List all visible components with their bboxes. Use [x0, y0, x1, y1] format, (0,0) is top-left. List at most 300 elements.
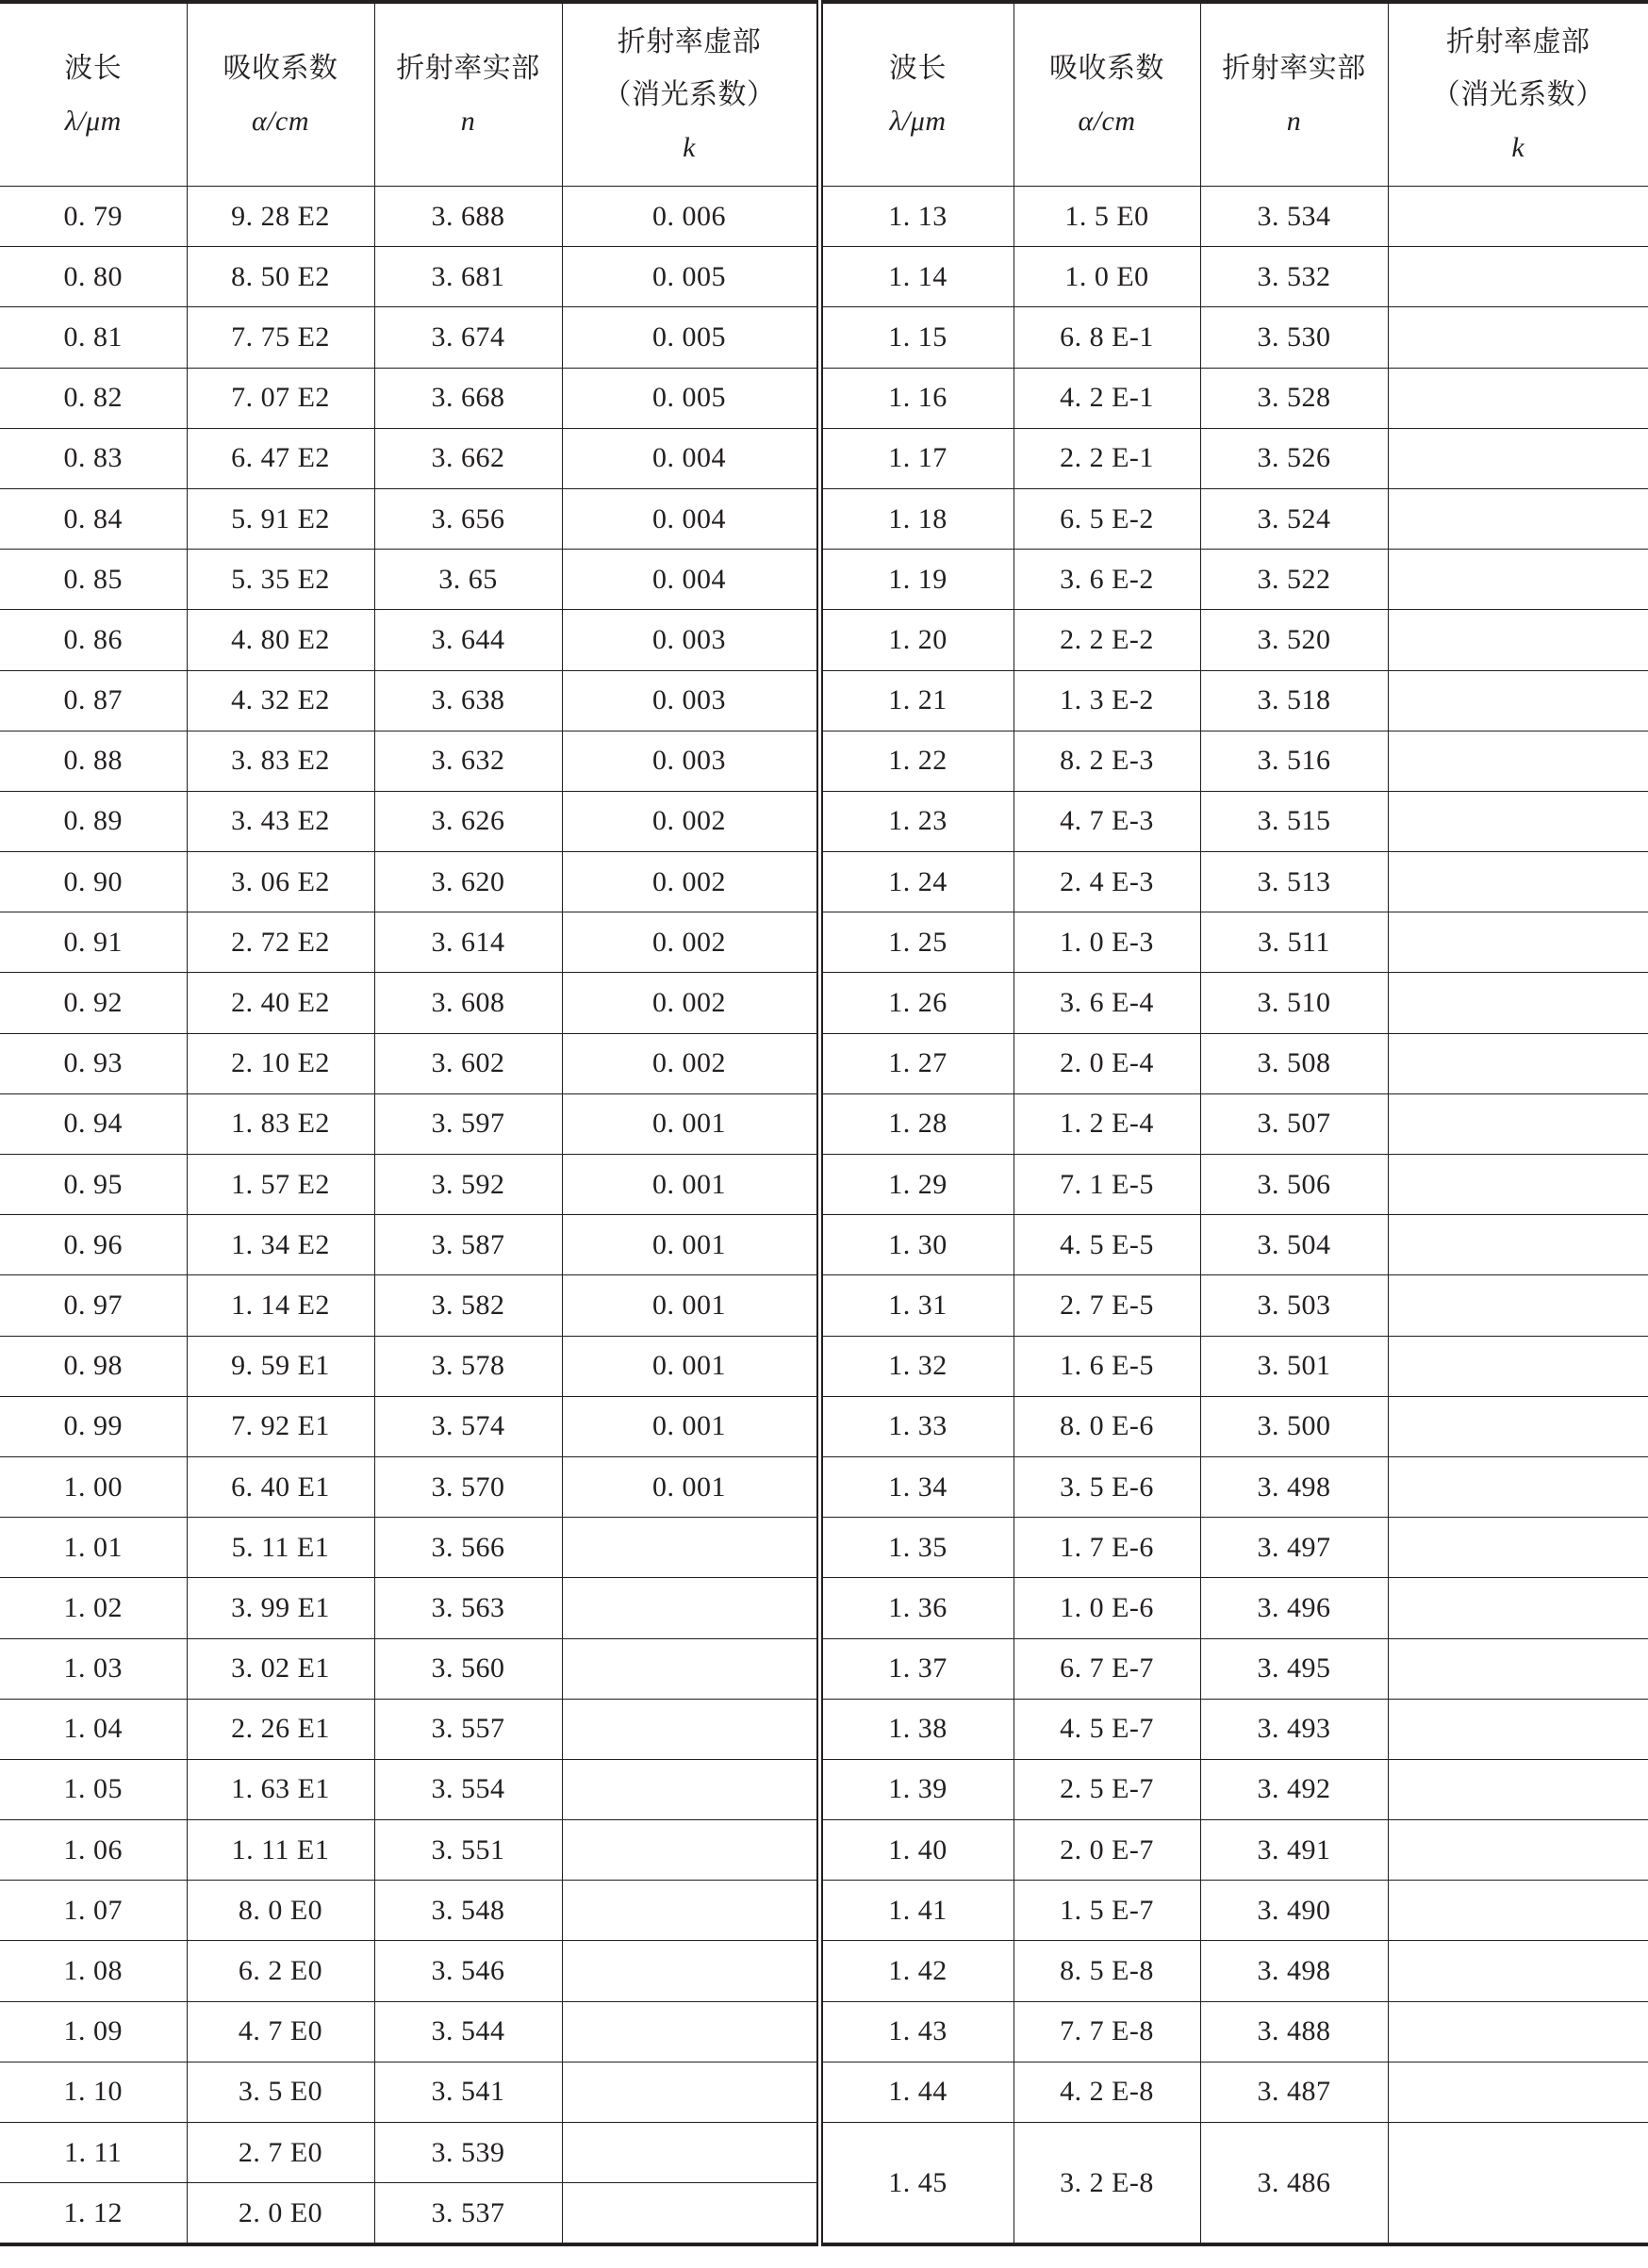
cell-left-c3: 0. 006	[562, 187, 819, 247]
cell-right-c3	[1388, 1093, 1648, 1154]
cell-left-c1: 2. 40 E2	[187, 973, 374, 1033]
table-row	[0, 428, 1648, 488]
cell-left-c2: 3. 551	[374, 1820, 562, 1881]
cell-right-c2: 3. 515	[1200, 791, 1388, 851]
header-right-wavelength	[819, 2, 1014, 187]
cell-right-c0: 1. 28	[819, 1093, 1014, 1154]
cell-left-c1: 7. 07 E2	[187, 368, 374, 428]
cell-right-c0: 1. 24	[819, 852, 1014, 912]
cell-left-c0: 0. 91	[0, 912, 187, 973]
cell-left-c0: 0. 86	[0, 610, 187, 670]
table-row	[0, 187, 1648, 247]
cell-right-c0: 1. 27	[819, 1033, 1014, 1093]
header-left-absorption-coefficient	[187, 2, 374, 187]
cell-left-c0: 1. 03	[0, 1638, 187, 1699]
cell-right-c3	[1388, 731, 1648, 791]
cell-left-c2: 3. 602	[374, 1033, 562, 1093]
table-row	[0, 247, 1648, 307]
header-label: 折射率实部	[1222, 52, 1366, 84]
cell-right-c3	[1388, 1155, 1648, 1215]
cell-right-c1: 7. 7 E-8	[1014, 2001, 1200, 2062]
cell-left-c0: 1. 04	[0, 1699, 187, 1759]
cell-right-c0: 1. 19	[819, 550, 1014, 610]
cell-left-c2: 3. 563	[374, 1578, 562, 1638]
cell-left-c2: 3. 632	[374, 731, 562, 791]
cell-left-c1: 6. 2 E0	[187, 1941, 374, 2001]
header-sub: k	[683, 131, 696, 163]
cell-right-c3	[1388, 1033, 1648, 1093]
cell-right-c0: 1. 20	[819, 610, 1014, 670]
table-row	[0, 2123, 1648, 2183]
table-row	[0, 368, 1648, 428]
cell-left-c1: 3. 43 E2	[187, 791, 374, 851]
header-unit: n	[1286, 105, 1302, 137]
cell-right-c3	[1388, 1638, 1648, 1699]
cell-left-c1: 3. 83 E2	[187, 731, 374, 791]
cell-right-c0: 1. 45	[819, 2123, 1014, 2245]
cell-right-c3	[1388, 550, 1648, 610]
cell-left-c2: 3. 674	[374, 307, 562, 368]
cell-left-c3	[562, 2062, 819, 2122]
cell-left-c2: 3. 582	[374, 1275, 562, 1336]
cell-left-c0: 0. 92	[0, 973, 187, 1033]
cell-right-c1: 6. 5 E-2	[1014, 488, 1200, 549]
cell-right-c0: 1. 23	[819, 791, 1014, 851]
cell-left-c2: 3. 662	[374, 428, 562, 488]
cell-right-c0: 1. 31	[819, 1275, 1014, 1336]
table-row	[0, 1518, 1648, 1578]
cell-left-c2: 3. 65	[374, 550, 562, 610]
cell-left-c1: 5. 91 E2	[187, 488, 374, 549]
cell-right-c3	[1388, 307, 1648, 368]
cell-right-c2: 3. 524	[1200, 488, 1388, 549]
cell-right-c2: 3. 498	[1200, 1456, 1388, 1517]
cell-left-c2: 3. 574	[374, 1396, 562, 1456]
cell-left-c1: 9. 59 E1	[187, 1336, 374, 1396]
cell-left-c0: 0. 84	[0, 488, 187, 549]
header-right-refractive-index-imag	[1388, 2, 1648, 187]
cell-left-c1: 2. 7 E0	[187, 2123, 374, 2183]
cell-right-c0: 1. 22	[819, 731, 1014, 791]
table-row	[0, 1275, 1648, 1336]
cell-left-c1: 4. 32 E2	[187, 670, 374, 731]
header-sub: k	[1511, 131, 1525, 163]
cell-right-c3	[1388, 610, 1648, 670]
cell-left-c3	[562, 1759, 819, 1819]
cell-right-c3	[1388, 912, 1648, 973]
cell-right-c2: 3. 495	[1200, 1638, 1388, 1699]
table-row	[0, 731, 1648, 791]
cell-left-c3: 0. 001	[562, 1155, 819, 1215]
cell-right-c3	[1388, 1518, 1648, 1578]
cell-right-c0: 1. 33	[819, 1396, 1014, 1456]
cell-left-c0: 1. 08	[0, 1941, 187, 2001]
cell-left-c3	[562, 2123, 819, 2183]
cell-right-c1: 1. 6 E-5	[1014, 1336, 1200, 1396]
cell-left-c1: 2. 72 E2	[187, 912, 374, 973]
cell-right-c2: 3. 504	[1200, 1215, 1388, 1275]
cell-right-c0: 1. 42	[819, 1941, 1014, 2001]
cell-right-c0: 1. 18	[819, 488, 1014, 549]
cell-right-c3	[1388, 2123, 1648, 2245]
table-row	[0, 610, 1648, 670]
cell-left-c3: 0. 001	[562, 1093, 819, 1154]
cell-left-c2: 3. 688	[374, 187, 562, 247]
cell-left-c0: 1. 06	[0, 1820, 187, 1881]
cell-right-c1: 3. 6 E-2	[1014, 550, 1200, 610]
cell-right-c2: 3. 500	[1200, 1396, 1388, 1456]
cell-right-c1: 2. 2 E-2	[1014, 610, 1200, 670]
cell-right-c2: 3. 492	[1200, 1759, 1388, 1819]
cell-left-c2: 3. 656	[374, 488, 562, 549]
cell-left-c0: 0. 87	[0, 670, 187, 731]
cell-left-c1: 1. 34 E2	[187, 1215, 374, 1275]
table-body	[0, 187, 1648, 2245]
cell-right-c1: 3. 6 E-4	[1014, 973, 1200, 1033]
cell-right-c1: 4. 7 E-3	[1014, 791, 1200, 851]
cell-right-c3	[1388, 791, 1648, 851]
table-row	[0, 1578, 1648, 1638]
header-label: 折射率虚部	[617, 25, 762, 58]
cell-right-c0: 1. 37	[819, 1638, 1014, 1699]
cell-right-c2: 3. 486	[1200, 2123, 1388, 2245]
cell-left-c2: 3. 681	[374, 247, 562, 307]
cell-left-c3	[562, 2183, 819, 2245]
cell-left-c3: 0. 001	[562, 1456, 819, 1517]
table-row	[0, 2001, 1648, 2062]
cell-left-c1: 8. 50 E2	[187, 247, 374, 307]
cell-right-c1: 4. 5 E-7	[1014, 1699, 1200, 1759]
cell-left-c3	[562, 1578, 819, 1638]
table-row	[0, 488, 1648, 549]
cell-right-c1: 1. 5 E0	[1014, 187, 1200, 247]
cell-left-c2: 3. 587	[374, 1215, 562, 1275]
cell-right-c1: 2. 2 E-1	[1014, 428, 1200, 488]
cell-left-c1: 3. 06 E2	[187, 852, 374, 912]
cell-right-c3	[1388, 1396, 1648, 1456]
cell-right-c2: 3. 503	[1200, 1275, 1388, 1336]
table-row	[0, 1456, 1648, 1517]
cell-right-c2: 3. 501	[1200, 1336, 1388, 1396]
cell-left-c2: 3. 537	[374, 2183, 562, 2245]
table-row	[0, 1155, 1648, 1215]
cell-right-c3	[1388, 670, 1648, 731]
header-unit: λ/μm	[64, 105, 122, 137]
cell-right-c0: 1. 39	[819, 1759, 1014, 1819]
cell-right-c1: 1. 0 E-3	[1014, 912, 1200, 973]
cell-left-c3	[562, 2001, 819, 2062]
cell-right-c0: 1. 40	[819, 1820, 1014, 1881]
cell-right-c0: 1. 14	[819, 247, 1014, 307]
cell-left-c2: 3. 638	[374, 670, 562, 731]
cell-left-c3: 0. 001	[562, 1336, 819, 1396]
cell-left-c0: 0. 83	[0, 428, 187, 488]
cell-right-c0: 1. 26	[819, 973, 1014, 1033]
cell-right-c2: 3. 516	[1200, 731, 1388, 791]
cell-right-c1: 4. 5 E-5	[1014, 1215, 1200, 1275]
cell-left-c0: 0. 95	[0, 1155, 187, 1215]
cell-left-c0: 0. 89	[0, 791, 187, 851]
table-row	[0, 1881, 1648, 1941]
cell-left-c2: 3. 644	[374, 610, 562, 670]
header-label: 折射率虚部	[1446, 25, 1590, 58]
cell-right-c0: 1. 35	[819, 1518, 1014, 1578]
cell-left-c2: 3. 557	[374, 1699, 562, 1759]
cell-left-c0: 0. 93	[0, 1033, 187, 1093]
cell-right-c2: 3. 508	[1200, 1033, 1388, 1093]
cell-left-c0: 1. 00	[0, 1456, 187, 1517]
cell-right-c1: 2. 7 E-5	[1014, 1275, 1200, 1336]
table-row	[0, 1215, 1648, 1275]
cell-left-c0: 0. 96	[0, 1215, 187, 1275]
cell-left-c3: 0. 004	[562, 550, 819, 610]
cell-left-c3: 0. 001	[562, 1215, 819, 1275]
cell-right-c3	[1388, 247, 1648, 307]
cell-left-c1: 4. 7 E0	[187, 2001, 374, 2062]
cell-left-c2: 3. 554	[374, 1759, 562, 1819]
table-row	[0, 852, 1648, 912]
cell-left-c1: 2. 10 E2	[187, 1033, 374, 1093]
cell-right-c3	[1388, 1941, 1648, 2001]
cell-right-c1: 8. 2 E-3	[1014, 731, 1200, 791]
cell-left-c2: 3. 548	[374, 1881, 562, 1941]
cell-left-c3: 0. 001	[562, 1396, 819, 1456]
cell-left-c3: 0. 003	[562, 670, 819, 731]
header-label: 波长	[889, 52, 947, 84]
cell-right-c0: 1. 16	[819, 368, 1014, 428]
cell-left-c1: 1. 57 E2	[187, 1155, 374, 1215]
cell-right-c0: 1. 44	[819, 2062, 1014, 2122]
cell-right-c0: 1. 21	[819, 670, 1014, 731]
cell-left-c1: 6. 40 E1	[187, 1456, 374, 1517]
cell-left-c3: 0. 003	[562, 731, 819, 791]
header-right-absorption-coefficient	[1014, 2, 1200, 187]
cell-left-c3: 0. 003	[562, 610, 819, 670]
cell-left-c0: 0. 98	[0, 1336, 187, 1396]
cell-right-c0: 1. 25	[819, 912, 1014, 973]
cell-left-c3: 0. 002	[562, 791, 819, 851]
cell-left-c0: 1. 01	[0, 1518, 187, 1578]
cell-left-c0: 0. 79	[0, 187, 187, 247]
cell-right-c3	[1388, 428, 1648, 488]
cell-left-c2: 3. 668	[374, 368, 562, 428]
cell-right-c0: 1. 38	[819, 1699, 1014, 1759]
cell-left-c0: 0. 90	[0, 852, 187, 912]
cell-left-c2: 3. 566	[374, 1518, 562, 1578]
cell-right-c3	[1388, 1699, 1648, 1759]
cell-left-c1: 4. 80 E2	[187, 610, 374, 670]
cell-left-c3	[562, 1699, 819, 1759]
table-row	[0, 550, 1648, 610]
cell-right-c2: 3. 487	[1200, 2062, 1388, 2122]
cell-right-c3	[1388, 852, 1648, 912]
header-unit: α/cm	[1078, 105, 1136, 137]
cell-left-c1: 1. 83 E2	[187, 1093, 374, 1154]
cell-left-c2: 3. 539	[374, 2123, 562, 2183]
table-row	[0, 670, 1648, 731]
cell-left-c0: 0. 85	[0, 550, 187, 610]
table-row	[0, 2062, 1648, 2122]
cell-right-c3	[1388, 1336, 1648, 1396]
cell-left-c1: 2. 0 E0	[187, 2183, 374, 2245]
cell-right-c2: 3. 532	[1200, 247, 1388, 307]
cell-right-c0: 1. 32	[819, 1336, 1014, 1396]
header-label: 吸收系数	[1049, 52, 1164, 84]
cell-left-c1: 1. 14 E2	[187, 1275, 374, 1336]
cell-left-c1: 3. 99 E1	[187, 1578, 374, 1638]
cell-right-c2: 3. 522	[1200, 550, 1388, 610]
cell-left-c2: 3. 570	[374, 1456, 562, 1517]
cell-right-c2: 3. 507	[1200, 1093, 1388, 1154]
cell-left-c0: 1. 02	[0, 1578, 187, 1638]
cell-left-c0: 0. 82	[0, 368, 187, 428]
cell-right-c1: 6. 7 E-7	[1014, 1638, 1200, 1699]
header-left-refractive-index-imag	[562, 2, 819, 187]
cell-right-c1: 7. 1 E-5	[1014, 1155, 1200, 1215]
cell-left-c3: 0. 002	[562, 912, 819, 973]
cell-right-c3	[1388, 1881, 1648, 1941]
cell-right-c1: 6. 8 E-1	[1014, 307, 1200, 368]
cell-right-c1: 2. 5 E-7	[1014, 1759, 1200, 1819]
cell-right-c0: 1. 43	[819, 2001, 1014, 2062]
cell-right-c3	[1388, 973, 1648, 1033]
cell-left-c3: 0. 002	[562, 973, 819, 1033]
cell-left-c1: 2. 26 E1	[187, 1699, 374, 1759]
cell-right-c2: 3. 506	[1200, 1155, 1388, 1215]
header-left-refractive-index-real	[374, 2, 562, 187]
cell-right-c0: 1. 36	[819, 1578, 1014, 1638]
table-row	[0, 1820, 1648, 1881]
cell-left-c1: 5. 35 E2	[187, 550, 374, 610]
cell-right-c1: 1. 7 E-6	[1014, 1518, 1200, 1578]
cell-right-c2: 3. 511	[1200, 912, 1388, 973]
cell-left-c0: 0. 97	[0, 1275, 187, 1336]
cell-left-c0: 1. 12	[0, 2183, 187, 2245]
cell-right-c1: 3. 2 E-8	[1014, 2123, 1200, 2245]
cell-left-c2: 3. 541	[374, 2062, 562, 2122]
cell-right-c3	[1388, 1456, 1648, 1517]
cell-right-c2: 3. 497	[1200, 1518, 1388, 1578]
cell-left-c1: 3. 02 E1	[187, 1638, 374, 1699]
cell-right-c2: 3. 490	[1200, 1881, 1388, 1941]
cell-right-c3	[1388, 1759, 1648, 1819]
cell-right-c3	[1388, 187, 1648, 247]
cell-right-c0: 1. 29	[819, 1155, 1014, 1215]
cell-right-c1: 1. 3 E-2	[1014, 670, 1200, 731]
header-unit: n	[460, 105, 476, 137]
table-row	[0, 791, 1648, 851]
cell-right-c0: 1. 34	[819, 1456, 1014, 1517]
cell-right-c1: 1. 2 E-4	[1014, 1093, 1200, 1154]
cell-left-c3: 0. 004	[562, 428, 819, 488]
table-row	[0, 307, 1648, 368]
header-right-refractive-index-real	[1200, 2, 1388, 187]
cell-right-c1: 8. 5 E-8	[1014, 1941, 1200, 2001]
cell-right-c1: 2. 4 E-3	[1014, 852, 1200, 912]
cell-left-c3: 0. 002	[562, 1033, 819, 1093]
cell-right-c1: 1. 5 E-7	[1014, 1881, 1200, 1941]
cell-right-c2: 3. 498	[1200, 1941, 1388, 2001]
cell-left-c0: 0. 99	[0, 1396, 187, 1456]
header-left-wavelength	[0, 2, 187, 187]
cell-left-c3: 0. 005	[562, 368, 819, 428]
table-row	[0, 1699, 1648, 1759]
cell-left-c2: 3. 560	[374, 1638, 562, 1699]
header-unit: （消光系数）	[602, 78, 776, 110]
cell-left-c1: 9. 28 E2	[187, 187, 374, 247]
cell-left-c0: 1. 07	[0, 1881, 187, 1941]
table-row	[0, 1033, 1648, 1093]
cell-left-c1: 5. 11 E1	[187, 1518, 374, 1578]
cell-left-c1: 8. 0 E0	[187, 1881, 374, 1941]
cell-left-c0: 1. 11	[0, 2123, 187, 2183]
cell-right-c0: 1. 15	[819, 307, 1014, 368]
cell-left-c3	[562, 1518, 819, 1578]
cell-right-c2: 3. 526	[1200, 428, 1388, 488]
cell-left-c2: 3. 620	[374, 852, 562, 912]
table-row	[0, 1336, 1648, 1396]
cell-left-c2: 3. 544	[374, 2001, 562, 2062]
cell-left-c3	[562, 1941, 819, 2001]
cell-right-c3	[1388, 1578, 1648, 1638]
cell-left-c0: 0. 80	[0, 247, 187, 307]
header-label: 折射率实部	[396, 52, 540, 84]
cell-left-c2: 3. 546	[374, 1941, 562, 2001]
cell-right-c2: 3. 496	[1200, 1578, 1388, 1638]
cell-left-c3	[562, 1638, 819, 1699]
table-row	[0, 912, 1648, 973]
cell-right-c2: 3. 513	[1200, 852, 1388, 912]
cell-right-c3	[1388, 368, 1648, 428]
cell-left-c1: 7. 75 E2	[187, 307, 374, 368]
table-row	[0, 1759, 1648, 1819]
cell-right-c3	[1388, 2001, 1648, 2062]
table-row	[0, 1093, 1648, 1154]
cell-right-c0: 1. 30	[819, 1215, 1014, 1275]
cell-left-c0: 0. 81	[0, 307, 187, 368]
cell-left-c1: 6. 47 E2	[187, 428, 374, 488]
cell-left-c1: 1. 63 E1	[187, 1759, 374, 1819]
cell-left-c3	[562, 1820, 819, 1881]
cell-left-c3: 0. 004	[562, 488, 819, 549]
cell-left-c3: 0. 005	[562, 307, 819, 368]
cell-left-c0: 1. 05	[0, 1759, 187, 1819]
header-label: 波长	[64, 52, 123, 84]
header-unit: （消光系数）	[1431, 78, 1605, 110]
cell-right-c2: 3. 491	[1200, 1820, 1388, 1881]
header-unit: α/cm	[251, 105, 310, 137]
cell-left-c1: 7. 92 E1	[187, 1396, 374, 1456]
cell-left-c3: 0. 005	[562, 247, 819, 307]
header-unit: λ/μm	[889, 105, 947, 137]
cell-left-c3	[562, 1881, 819, 1941]
table-row	[0, 1396, 1648, 1456]
cell-right-c2: 3. 518	[1200, 670, 1388, 731]
cell-right-c1: 3. 5 E-6	[1014, 1456, 1200, 1517]
table-row	[0, 1941, 1648, 2001]
cell-right-c2: 3. 520	[1200, 610, 1388, 670]
cell-right-c1: 2. 0 E-7	[1014, 1820, 1200, 1881]
cell-left-c0: 0. 88	[0, 731, 187, 791]
cell-left-c1: 3. 5 E0	[187, 2062, 374, 2122]
cell-right-c3	[1388, 488, 1648, 549]
cell-right-c1: 2. 0 E-4	[1014, 1033, 1200, 1093]
cell-right-c0: 1. 13	[819, 187, 1014, 247]
cell-right-c2: 3. 528	[1200, 368, 1388, 428]
header-row	[0, 2, 1648, 187]
cell-left-c2: 3. 578	[374, 1336, 562, 1396]
cell-right-c3	[1388, 1820, 1648, 1881]
